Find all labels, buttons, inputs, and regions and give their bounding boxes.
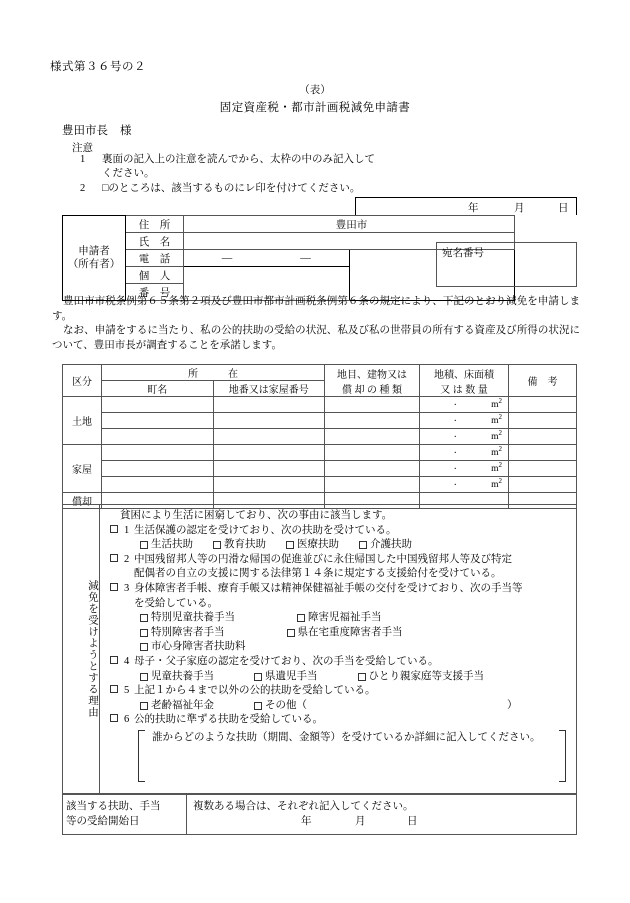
- reason-item-3[interactable]: [108, 582, 570, 597]
- reason-item-text: 上記１から４まで以外の公的扶助を受給している。: [134, 685, 376, 697]
- statement-paragraph-2: なお、申請をするに当たり、私の公的扶助の受給の状況、私及び私の世帯員の所有する資産及び所得の状況について、豊田市長が調査することを承諾します。: [52, 325, 580, 351]
- checkbox-kaigo-fujo[interactable]: 介護扶助: [359, 538, 412, 553]
- header-area-line1: 地積、床面積: [434, 369, 494, 381]
- receipt-start-label-line1: 該当する扶助、手当: [66, 801, 161, 812]
- checkbox-jido-fuyo-teate[interactable]: 児童扶養手当: [140, 670, 214, 685]
- cell-area[interactable]: [420, 461, 509, 477]
- header-type-line2: 償 却 の 種 類: [342, 384, 402, 396]
- field-value-phone[interactable]: [184, 250, 350, 267]
- reason-item-3-line2: を受給している。: [134, 597, 218, 609]
- unit-label: $m^2$: [491, 461, 502, 475]
- table-row: [63, 477, 577, 493]
- reason-item-text: 母子・父子家庭の認定を受けており、次の手当を受給している。: [134, 655, 439, 667]
- table-row: [63, 429, 577, 445]
- unit-label: $m^2$: [491, 445, 502, 459]
- cell-chiban[interactable]: [213, 461, 325, 477]
- cell-type[interactable]: [325, 413, 420, 429]
- bracket-left-icon: [138, 730, 145, 782]
- cell-choumei[interactable]: [102, 413, 214, 429]
- cell-type[interactable]: [325, 429, 420, 445]
- cell-choumei[interactable]: [102, 429, 214, 445]
- checkbox-seikatsu-fujo[interactable]: 生活扶助: [140, 538, 193, 553]
- table-row: [63, 413, 577, 429]
- receipt-year-label: 年: [301, 816, 312, 827]
- checkbox-ken-iji-teate[interactable]: 県遺児手当: [254, 670, 318, 685]
- field-label-mynumber-line2: 番 号: [126, 284, 184, 301]
- property-table: [62, 364, 577, 509]
- reason-detail-note: 誰からどのような扶助（期間、金額等）を受けているか詳細に記入してください。: [152, 731, 541, 743]
- cell-area[interactable]: [420, 413, 509, 429]
- notice-number: 2: [80, 183, 86, 195]
- cell-choumei[interactable]: [102, 397, 214, 413]
- date-entry-labels: [468, 200, 570, 215]
- cell-chiban[interactable]: [213, 477, 325, 493]
- cell-type[interactable]: [325, 477, 420, 493]
- checkbox-sonota[interactable]: その他（: [254, 699, 307, 714]
- receipt-start-date-labels: [193, 814, 576, 829]
- reason-item-text-line1: 身体障害者手帳、療育手帳又は精神保健福祉手帳の交付を受けており、次の手当等: [134, 582, 523, 594]
- receipt-start-label: [63, 795, 187, 835]
- field-label-name: 氏 名: [126, 233, 184, 250]
- field-value-address[interactable]: 豊田市: [184, 216, 515, 233]
- reason-item-number: 1: [124, 524, 130, 536]
- notice-item: [80, 153, 380, 181]
- reason-vertical-label-cell: [63, 505, 100, 793]
- field-label-address: 住 所: [126, 216, 184, 233]
- checkbox-tokubetsu-shogaisha[interactable]: 特別障害者手当: [140, 626, 225, 641]
- reason-lead: 貧困により生活に困窮しており、次の事由に該当します。: [120, 510, 393, 521]
- header-shozai: 所 在: [102, 365, 325, 381]
- table-row: [63, 216, 515, 233]
- atena-number-box[interactable]: [436, 242, 577, 287]
- receipt-start-section: [62, 794, 577, 835]
- checkbox-iryo-fujo[interactable]: 医療扶助: [286, 538, 339, 553]
- cell-choumei[interactable]: [102, 461, 214, 477]
- atena-number-label: 宛名番号: [442, 248, 484, 259]
- field-label-phone: 電 話: [126, 250, 184, 267]
- reason-item-5-options: [108, 699, 570, 714]
- reason-item-text: 生活保護の認定を受けており、次の扶助を受けている。: [134, 524, 397, 536]
- page-title: 固定資産税・都市計画税減免申請書: [219, 102, 411, 114]
- reason-section: [62, 504, 577, 794]
- phone-dash-2: ―: [300, 252, 311, 264]
- receipt-start-table: [62, 794, 577, 835]
- reason-item-number: 6: [124, 714, 130, 726]
- cell-type[interactable]: [325, 445, 420, 461]
- date-entry-box[interactable]: [355, 197, 577, 215]
- notice-text: 裏面の記入上の注意を読んでから、太枠の中のみ記入してください。: [102, 154, 375, 180]
- notice-item: [80, 182, 380, 196]
- cell-remark[interactable]: [509, 413, 577, 429]
- notice-list: [80, 153, 380, 197]
- date-year-label: 年: [468, 203, 479, 214]
- receipt-start-note: 複数ある場合は、それぞれ記入してください。: [193, 801, 414, 812]
- reason-item-2-line2: 配偶者の自立の支援に関する法律第１４条に規定する支援給付を受けている。: [134, 568, 502, 580]
- receipt-start-value[interactable]: [187, 795, 577, 835]
- decimal-dot: .: [454, 397, 457, 408]
- checkbox-shogaiji-fukushi[interactable]: 障害児福祉手当: [297, 611, 382, 626]
- unit-label: $m^2$: [491, 477, 502, 491]
- header-remark: 備 考: [509, 365, 577, 397]
- checkbox-icon[interactable]: [110, 714, 118, 722]
- applicant-group-label-line2: （所有者）: [67, 259, 121, 270]
- checkbox-icon[interactable]: [110, 554, 118, 562]
- reason-item-2[interactable]: [108, 553, 570, 568]
- header-type: [325, 365, 420, 397]
- phone-dash-1: ―: [221, 252, 233, 264]
- reason-item-4-options: [108, 670, 570, 685]
- cell-remark[interactable]: [509, 397, 577, 413]
- table-header-row: [63, 365, 577, 381]
- table-row: [63, 397, 577, 413]
- checkbox-shi-shinshin-shogai[interactable]: 市心身障害者扶助料: [140, 640, 246, 655]
- cell-area[interactable]: [420, 397, 509, 413]
- reason-item-number: 3: [124, 582, 130, 594]
- applicant-group-label: [63, 216, 126, 301]
- checkbox-icon[interactable]: [110, 685, 118, 693]
- cell-area[interactable]: [420, 445, 509, 461]
- notice-number: 1: [80, 154, 86, 165]
- addressee-honorific: 様: [120, 125, 132, 137]
- reason-item-text-line1: 中国残留邦人等の円滑な帰国の促進並びに永住帰国した中国残留邦人等及び特定: [134, 553, 512, 565]
- row-group-label-house: 家屋: [63, 445, 102, 493]
- cell-type[interactable]: [325, 397, 420, 413]
- reason-item-6[interactable]: [108, 713, 570, 728]
- reason-item-number: 5: [124, 685, 130, 697]
- checkbox-kyoiku-fujo[interactable]: 教育扶助: [213, 538, 266, 553]
- checkbox-ken-zaitaku-judo[interactable]: 県在宅重度障害者手当: [287, 626, 403, 641]
- sonota-close-paren: ）: [507, 699, 518, 711]
- reason-item-1-options: [108, 538, 570, 553]
- reason-item-5[interactable]: [108, 684, 570, 699]
- cell-chiban[interactable]: [213, 429, 325, 445]
- applicant-group-label-line1: 申請者: [78, 246, 110, 257]
- side-marker: （表）: [299, 85, 331, 96]
- addressee-line: [62, 122, 132, 138]
- cell-area[interactable]: [420, 477, 509, 493]
- checkbox-icon[interactable]: [110, 583, 118, 591]
- date-month-label: 月: [514, 203, 525, 214]
- cell-choumei[interactable]: [102, 445, 214, 461]
- unit-label: $m^2$: [491, 413, 502, 427]
- reason-item-3-options-row3: [108, 640, 570, 655]
- decimal-dot: .: [454, 413, 457, 424]
- row-group-label-depreciable: 償却: [63, 493, 102, 509]
- form-number: 様式第３６号の２: [50, 61, 146, 73]
- table-row: [63, 461, 577, 477]
- cell-choumei[interactable]: [102, 477, 214, 493]
- unit-label: $m^2$: [491, 397, 502, 411]
- cell-remark[interactable]: [509, 445, 577, 461]
- reason-detail-box[interactable]: [138, 730, 566, 782]
- header-area-line2: 又 は 数 量: [440, 384, 488, 396]
- header-chiban: 地番又は家屋番号: [213, 381, 325, 397]
- notice-text: □のところは、該当するものにレ印を付けてください。: [102, 183, 361, 195]
- checkbox-hitorioya-shien[interactable]: ひとり親家庭等支援手当: [358, 670, 485, 685]
- reason-item-4[interactable]: [108, 655, 570, 670]
- reason-item-text: 公的扶助に準ずる扶助を受給している。: [134, 714, 323, 726]
- checkbox-tokubetsu-jido-fuyo[interactable]: 特別児童扶養手当: [140, 611, 235, 626]
- cell-chiban[interactable]: [213, 413, 325, 429]
- decimal-dot: .: [454, 429, 457, 440]
- reason-item-number: 2: [124, 553, 130, 565]
- reason-item-1[interactable]: [108, 524, 570, 539]
- bracket-right-icon: [559, 730, 566, 782]
- statement-paragraph-1: 豊田市市税条例第６５条第２項及び豊田市都市計画税条例第６条の規定により、下記のとおり減免を申請します。: [52, 296, 580, 322]
- property-section: [62, 364, 577, 509]
- cell-area[interactable]: [420, 429, 509, 445]
- receipt-start-label-line2: 等の受給開始日: [66, 815, 140, 827]
- reason-item-number: 4: [124, 655, 130, 667]
- header-area: [420, 365, 509, 397]
- decimal-dot: .: [454, 461, 457, 472]
- field-label-mynumber-line1: 個 人: [126, 267, 184, 284]
- row-group-label-land: 土地: [63, 397, 102, 445]
- header-kubun: 区分: [63, 365, 102, 397]
- decimal-dot: .: [454, 445, 457, 456]
- reason-body: [100, 505, 576, 793]
- receipt-month-label: 月: [355, 816, 366, 827]
- checkbox-rorei-fukushi-nenkin[interactable]: 老齢福祉年金: [140, 699, 214, 714]
- header-choumei: 町名: [102, 381, 214, 397]
- table-row: [63, 795, 577, 835]
- cell-remark[interactable]: [509, 461, 577, 477]
- table-row: [63, 445, 577, 461]
- receipt-day-label: 日: [407, 816, 418, 827]
- cell-type[interactable]: [325, 461, 420, 477]
- statement-block: [52, 295, 580, 353]
- decimal-dot: .: [454, 477, 457, 488]
- cell-remark[interactable]: [509, 429, 577, 445]
- checkbox-icon[interactable]: [110, 525, 118, 533]
- addressee-name: 豊田市長: [62, 125, 108, 137]
- reason-item-3-options-row2: [108, 626, 570, 641]
- date-day-label: 日: [558, 203, 569, 214]
- header-type-line1: 地目、建物又は: [337, 369, 407, 381]
- cell-remark[interactable]: [509, 477, 577, 493]
- reason-item-3-options-row1: [108, 611, 570, 626]
- cell-chiban[interactable]: [213, 397, 325, 413]
- cell-chiban[interactable]: [213, 445, 325, 461]
- notice-heading: 注意: [72, 143, 93, 154]
- unit-label: $m^2$: [491, 429, 502, 443]
- checkbox-icon[interactable]: [110, 656, 118, 664]
- reason-vertical-label: 減免を受けようとする理由: [87, 580, 98, 718]
